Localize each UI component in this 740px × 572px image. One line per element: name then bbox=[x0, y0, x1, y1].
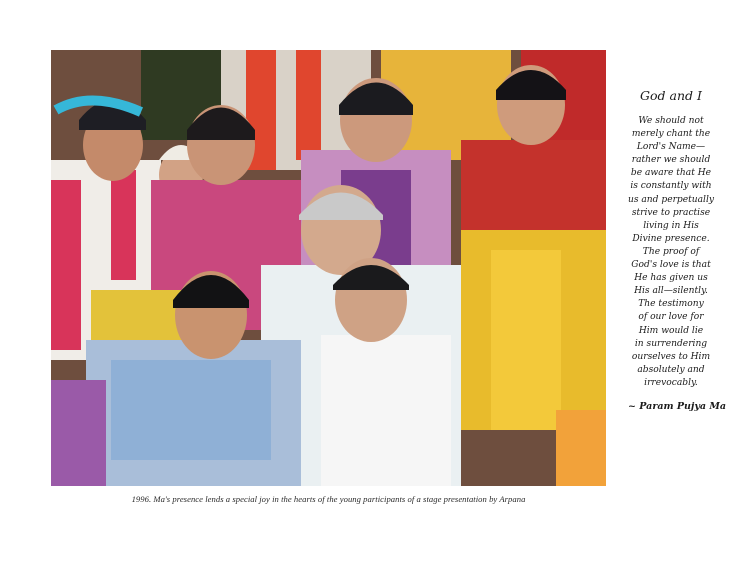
quote-line: of our love for bbox=[638, 312, 704, 323]
quote-line: The proof of bbox=[642, 246, 700, 257]
quote-title: God and I bbox=[640, 88, 702, 103]
quote-line: ourselves to Him bbox=[631, 351, 711, 362]
quote-line: We should not bbox=[638, 116, 704, 126]
photo-caption: 1996. Ma's presence lends a special joy in the hearts of the young participants of a stage presentation by Arpana bbox=[131, 494, 526, 504]
quote-panel bbox=[612, 88, 730, 412]
quote-line: His all—silently. bbox=[634, 286, 708, 297]
quote-line: irrevocably. bbox=[644, 377, 698, 388]
quote-line: living in His bbox=[643, 220, 699, 231]
group-photo-illustration bbox=[51, 50, 606, 486]
quote-line: merely chant the bbox=[631, 129, 711, 140]
quote-line: God's love is that bbox=[631, 260, 711, 271]
quote-line: Him would lie bbox=[638, 325, 704, 336]
quote-line: He has given us bbox=[634, 273, 708, 284]
quote-text bbox=[612, 115, 730, 390]
quote-line: is constantly with bbox=[630, 181, 712, 192]
quote-line: Lord's Name— bbox=[636, 142, 706, 153]
quote-line: strive to practise bbox=[631, 207, 711, 218]
quote-line: us and perpetually bbox=[627, 194, 715, 205]
quote-line: Divine presence. bbox=[632, 233, 710, 244]
quote-signature: ~ Param Pujya Ma bbox=[628, 400, 726, 412]
group-photo bbox=[51, 50, 606, 486]
quote-line: The testimony bbox=[638, 299, 704, 310]
quote-line: in surrendering bbox=[634, 338, 708, 349]
quote-line: be aware that He bbox=[630, 168, 712, 179]
quote-line: rather we should bbox=[631, 155, 711, 166]
quote-line: absolutely and bbox=[637, 364, 705, 375]
